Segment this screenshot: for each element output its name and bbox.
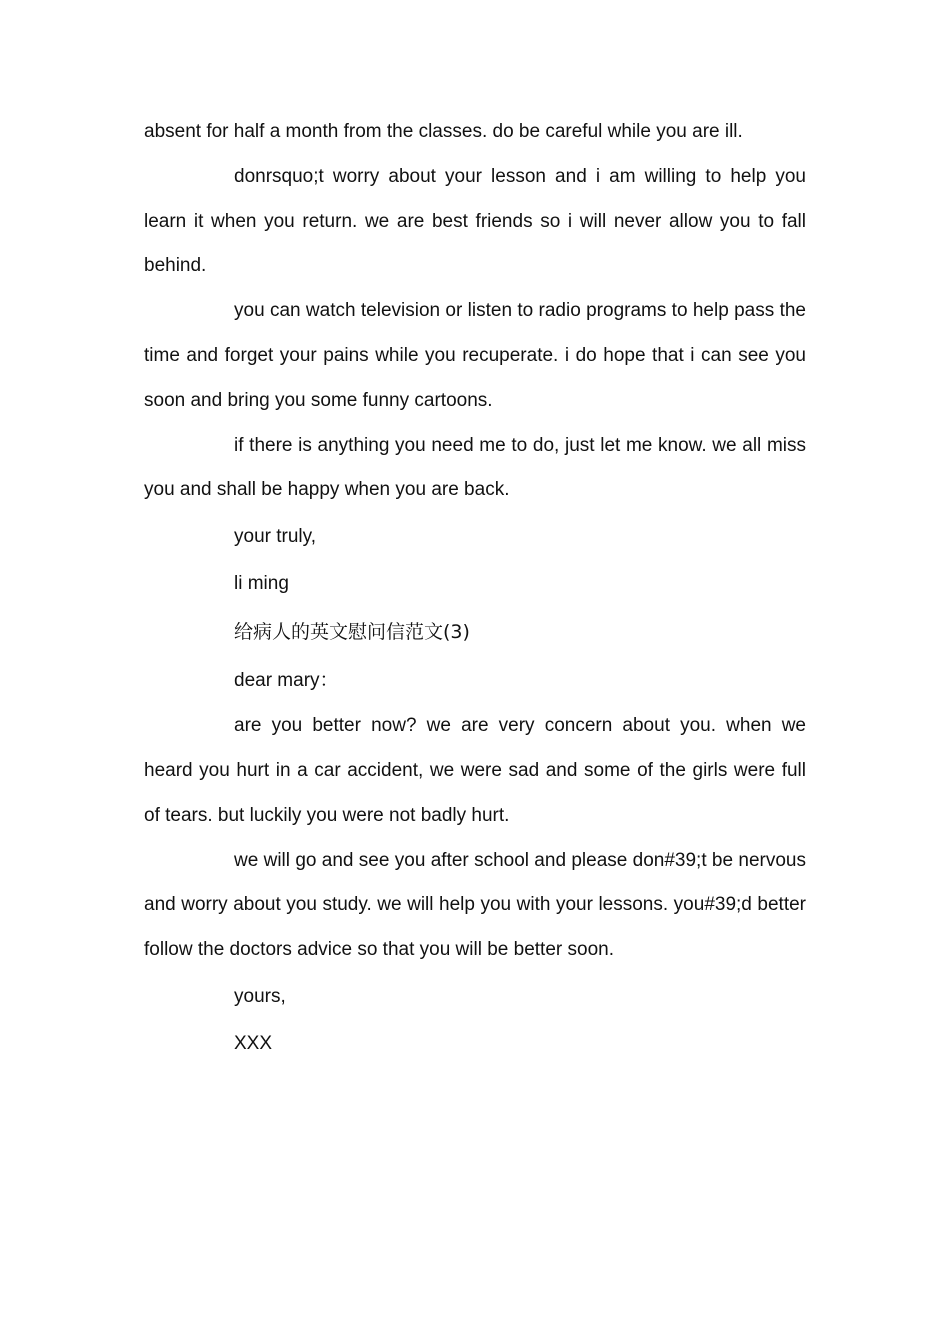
signature-li-ming: li ming — [234, 573, 289, 595]
closing-yours: yours, — [234, 985, 286, 1007]
signature-xxx: XXX — [234, 1032, 273, 1054]
paragraph-continuation: absent for half a month from the classes. do be careful while you are ill. — [144, 121, 743, 142]
paragraph-lesson-help: donrsquo;t worry about your lesson and i am willing to help you learn it when you return. we are best friends so i will never allow you to fall behind. — [144, 165, 806, 277]
paragraph-anything-needed: if there is anything you need me to do, just let me know. we all miss you and shall be happy when you are back. — [144, 434, 806, 501]
paragraph-after-school: we will go and see you after school and please don#39;t be nervous and worry about you study. we will help you with your lessons. you#39;d better follow the doctors advice so that you will be better soon. — [144, 849, 806, 961]
salutation-dear-mary: dear mary： — [234, 670, 339, 692]
paragraph-better-now: are you better now? we are very concern about you. when we heard you hurt in a car accident, we were sad and some of the girls were full of tears. but luckily you were not badly hurt. — [144, 715, 806, 826]
letter-body — [144, 110, 806, 1067]
closing-your-truly: your truly, — [234, 526, 317, 548]
section-heading: 给病人的英文慰问信范文(3) — [234, 621, 470, 644]
paragraph-television: you can watch television or listen to radio programs to help pass the time and forget your pains while you recuperate. i do hope that i can see you soon and bring you some funny cartoons. — [144, 300, 806, 411]
